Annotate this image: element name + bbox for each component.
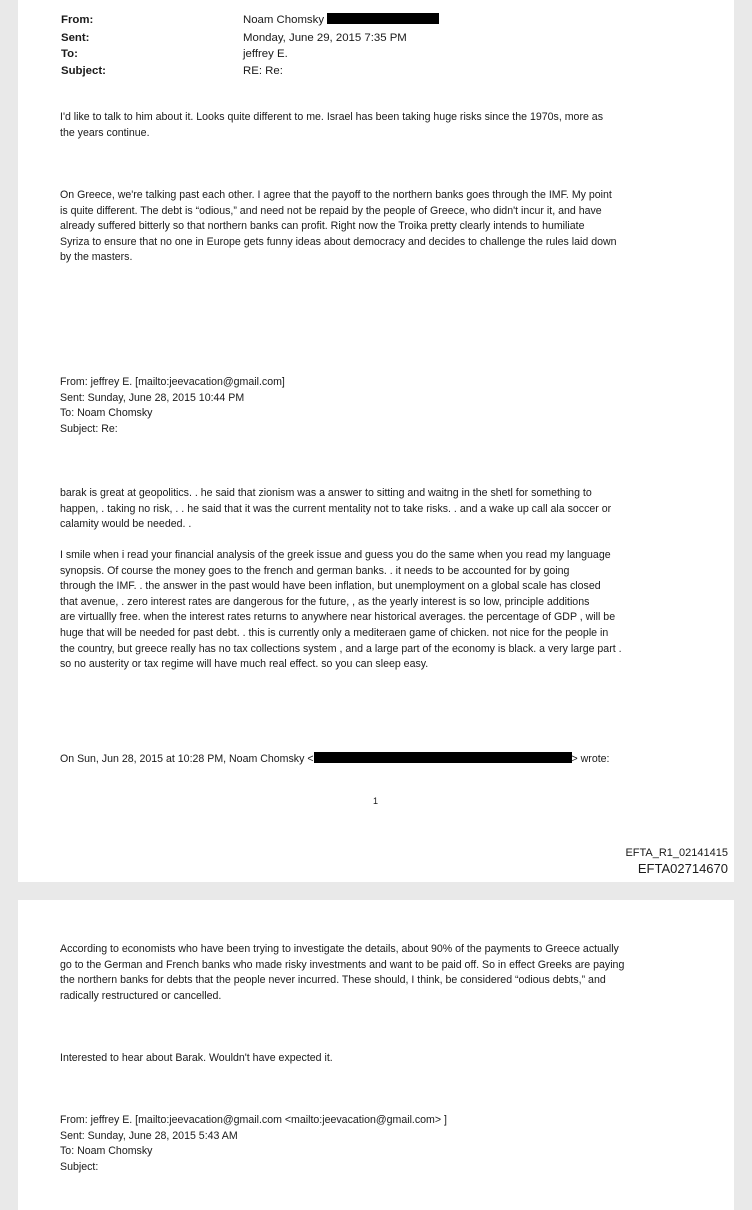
on-wrote-suffix: > wrote: — [571, 753, 610, 765]
from-label: From: — [61, 14, 94, 26]
bates-number-primary: EFTA_R1_02141415 — [625, 847, 728, 859]
text-line: According to economists who have been trying to investigate the details, about 90% of the payments to Greece actually — [60, 943, 619, 955]
text-line: go to the German and French banks who made risky investments and want to be paid off. So in effect Greeks are paying — [60, 958, 625, 971]
text-line: barak is great at geopolitics. . he said that zionism was a answer to sitting and waitng in the shetl for something to — [60, 487, 592, 499]
text-line: already suffered bitterly so that northern banks can profit. Right now the Troika pretty clearly intends to humiliate — [60, 220, 585, 233]
text-line: are virtuallly free. when the interest rates returns to anywhere near historical averages. the percentage of GDP , will be — [60, 611, 616, 624]
quoted-paragraph-barak — [60, 486, 700, 533]
text-line: I'd like to talk to him about it. Looks quite different to me. Israel has been taking huge risks since the 1970s, more as — [60, 111, 603, 123]
on-wrote-prefix: On Sun, Jun 28, 2015 at 10:28 PM, Noam Chomsky < — [60, 753, 314, 765]
document-page-1 — [18, 0, 734, 882]
quoted-header-1 — [60, 375, 700, 437]
text-line: radically restructured or cancelled. — [60, 989, 222, 1002]
to-label: To: — [61, 48, 78, 60]
text-line: is quite different. The debt is “odious,” and need not be repaid by the people of Greece, who didn't incur it, and have — [60, 204, 602, 217]
text-line: the years continue. — [60, 126, 150, 139]
text-line: I smile when i read your financial analysis of the greek issue and guess you do the same when you read my language — [60, 549, 611, 561]
quoted-sent: Sent: Sunday, June 28, 2015 5:43 AM — [60, 1129, 238, 1142]
reply-paragraph-israel — [60, 110, 700, 141]
to-value: jeffrey E. — [243, 48, 288, 60]
text-line: through the IMF. . the answer in the past would have been inflation, but unemployment on a global scale has closed — [60, 580, 601, 593]
quoted-to: To: Noam Chomsky — [60, 1145, 153, 1158]
text-line: by the masters. — [60, 251, 133, 264]
text-line: calamity would be needed. . — [60, 518, 192, 531]
quoted-header-2 — [60, 1113, 700, 1175]
text-line: huge that will be needed for past debt. . this is currently only a mediteraen game of chicken. not nice for the people in — [60, 626, 609, 639]
sent-value: Monday, June 29, 2015 7:35 PM — [243, 32, 407, 44]
subject-label: Subject: — [61, 65, 106, 77]
redaction-bar — [314, 752, 572, 763]
quoted-sent: Sent: Sunday, June 28, 2015 10:44 PM — [60, 391, 245, 404]
page2-paragraph-barak: Interested to hear about Barak. Wouldn't have expected it. — [60, 1052, 333, 1064]
text-line: so no austerity or tax regime will have much real effect. so you can sleep easy. — [60, 658, 429, 671]
text-line: happen, . taking no risk, . . he said that it was the current mentality not to take risks. . and a wake up call ala soccer or — [60, 502, 612, 515]
text-line: On Greece, we're talking past each other. I agree that the payoff to the northern banks goes through the IMF. My point — [60, 189, 612, 201]
quoted-from: From: jeffrey E. [mailto:jeevacation@gmail.com] — [60, 376, 285, 388]
sent-label: Sent: — [61, 32, 90, 44]
page-number: 1 — [373, 796, 379, 806]
quoted-subject: Subject: Re: — [60, 422, 118, 435]
text-line: Syriza to ensure that no one in Europe gets funny ideas about democracy and decides to challenge the rules laid down — [60, 235, 617, 248]
text-line: the country, but greece really has no tax collections system , and a large part of the economy is black. a very large part . — [60, 642, 622, 655]
document-page-2 — [18, 900, 734, 1210]
redaction-bar — [327, 13, 439, 24]
text-line: synopsis. Of course the money goes to the french and german banks. . it needs to be accounted for by going — [60, 564, 570, 577]
text-line: the northern banks for debts that the people never incurred. These should, I think, be considered “odious debts,” and — [60, 974, 606, 987]
quoted-from: From: jeffrey E. [mailto:jeevacation@gmail.com <mailto:jeevacation@gmail.com> ] — [60, 1114, 447, 1126]
text-line: that avenue, . zero interest rates are dangerous for the future, , as the yearly interest is so low, principle additions — [60, 595, 590, 608]
bates-number-secondary: EFTA02714670 — [637, 861, 728, 876]
quoted-to: To: Noam Chomsky — [60, 407, 153, 420]
quoted-paragraph-finance — [60, 548, 700, 673]
reply-paragraph-greece — [60, 188, 700, 266]
quoted-subject: Subject: — [60, 1160, 99, 1173]
from-name: Noam Chomsky — [243, 14, 325, 26]
page2-paragraph-economists — [60, 942, 700, 1004]
on-wrote-line — [60, 752, 610, 768]
from-value — [243, 13, 439, 29]
subject-value: RE: Re: — [243, 65, 283, 77]
